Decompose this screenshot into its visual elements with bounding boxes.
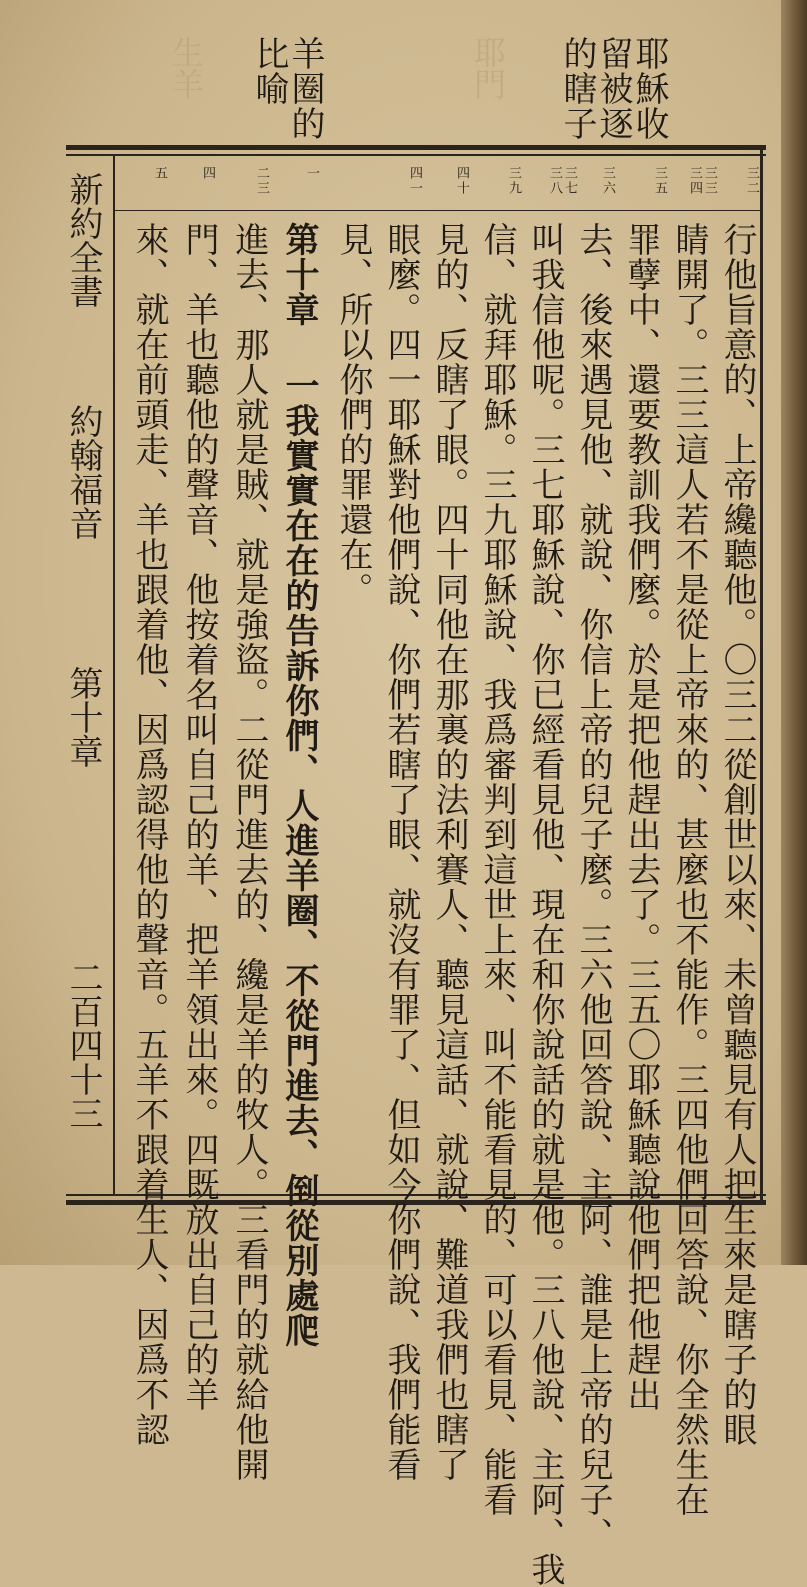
running-head-divider	[113, 154, 115, 1196]
verse-number-marker: 五	[152, 166, 167, 181]
verse-number-marker: 四十	[454, 166, 469, 196]
text-column: 行他旨意的、上帝纔聽他。〇三二從創世以來、未曾聽見有人把生來是瞎子的眼	[717, 222, 757, 1447]
running-head-chapter: 第十章	[63, 666, 103, 768]
verse-number-marker: 三六	[600, 166, 615, 196]
text-column: 信、就拜耶穌。三九耶穌說、我爲審判到這世上來、叫不能看見的、可以看見、能看	[477, 222, 517, 1517]
verse-number-marker: 三三	[702, 166, 717, 196]
text-column: 睛開了。三三這人若不是從上帝來的、甚麼也不能作。三四他們回答說、你全然生在	[669, 222, 709, 1517]
verse-number-marker: 一	[304, 166, 319, 181]
running-head-gospel: 約翰福音	[63, 404, 103, 540]
running-head-book: 新約全書	[63, 172, 103, 308]
text-column: 門、羊也聽他的聲音、他按着名叫自己的羊、把羊領出來。四既放出自己的羊	[179, 222, 219, 1412]
text-column: 來、就在前頭走、羊也跟着他、因爲認得他的聲音。五羊不跟着生人、因爲不認	[129, 222, 169, 1447]
headnote-col: 的瞎子	[557, 36, 597, 141]
verse-number-marker: 四一	[407, 166, 422, 196]
text-column: 眼麼。四一耶穌對他們說、你們若瞎了眼、就沒有罪了、但如今你們說、我們能看	[381, 222, 421, 1482]
text-column: 去、後來遇見他、就說、你信上帝的兒子麼。三六他回答說、主阿、誰是上帝的兒子、	[573, 222, 613, 1552]
headnote-col: 羊圈的	[285, 36, 325, 141]
text-column: 罪孽中、還要教訓我們麼。於是把他趕出去了。三五〇耶穌聽說他們把他趕出	[621, 222, 661, 1412]
verse-number-marker: 三八	[547, 166, 562, 196]
book-spine	[781, 0, 807, 1265]
verse-number-marker: 三四	[687, 166, 702, 196]
verse-number-divider	[115, 210, 760, 211]
frame-rule-right	[760, 145, 763, 1205]
verse-number-marker: 三五	[652, 166, 667, 196]
headnote-col: 留被逐	[593, 36, 633, 141]
headnote-col: 耶穌收	[629, 36, 669, 141]
headnote-col: 比喻	[249, 36, 289, 106]
text-column: 見、所以你們的罪還在。	[333, 222, 373, 607]
verse-number-marker: 四	[200, 166, 215, 181]
text-column-chapter-start: 第十章 一我實實在在的告訴你們、人進羊圈、不從門進去、倒從別處爬	[279, 222, 319, 1348]
verse-number-marker: 三七	[562, 166, 577, 196]
page-number: 二百四十三	[63, 960, 103, 1130]
bleed-through-text: 生羊	[167, 36, 205, 100]
verse-number-marker: 三二	[744, 166, 759, 196]
text-column: 進去、那人就是賊、就是強盜。二從門進去的、纔是羊的牧人。三看門的就給他開	[229, 222, 269, 1482]
verse-number-marker: 二三	[254, 166, 269, 196]
frame-rule-top	[66, 145, 766, 150]
text-column: 叫我信他呢。三七耶穌說、你已經看見他、現在和你說話的就是他。三八他說、主阿、我	[525, 222, 565, 1587]
bleed-through-text: 耶門	[469, 36, 507, 100]
frame-rule-top-thin	[66, 154, 766, 156]
text-column: 見的、反瞎了眼。四十同他在那裏的法利賽人、聽見這話、就說、難道我們也瞎了	[429, 222, 469, 1482]
verse-number-marker: 三九	[506, 166, 521, 196]
